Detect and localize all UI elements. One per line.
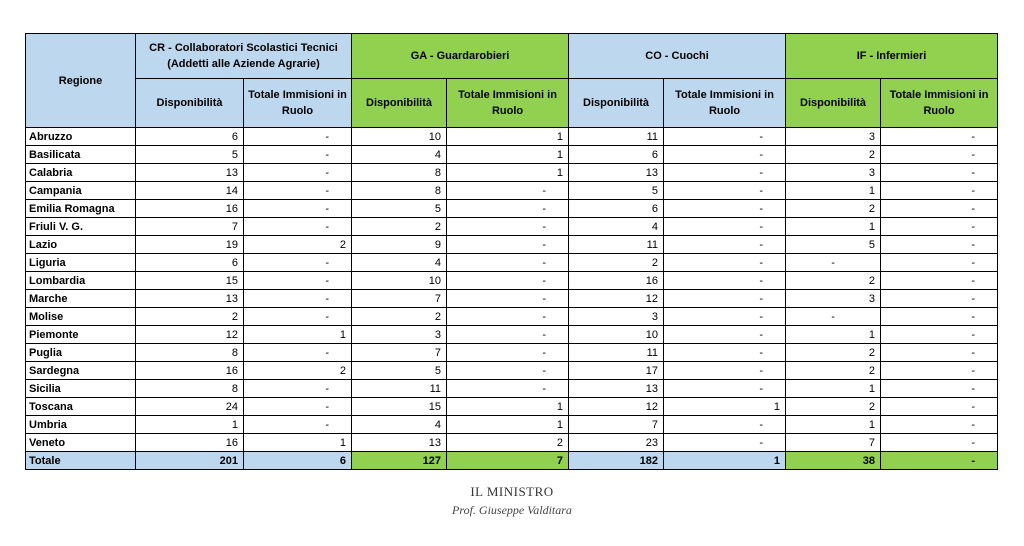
value-cell: - bbox=[447, 236, 569, 254]
value-cell: 2 bbox=[786, 344, 881, 362]
value-cell: 2 bbox=[786, 362, 881, 380]
value-cell: 8 bbox=[352, 164, 447, 182]
table-row bbox=[26, 398, 998, 416]
value-cell: 1 bbox=[244, 434, 352, 452]
total-cell: 127 bbox=[352, 452, 447, 470]
value-cell: - bbox=[244, 146, 352, 164]
value-cell: 2 bbox=[244, 236, 352, 254]
region-cell: Campania bbox=[26, 182, 136, 200]
table-row bbox=[26, 362, 998, 380]
table-row bbox=[26, 182, 998, 200]
column-header-totale: Totale Immisioni in Ruolo bbox=[447, 79, 569, 128]
value-cell: - bbox=[664, 236, 786, 254]
total-cell: - bbox=[881, 452, 998, 470]
value-cell: - bbox=[881, 308, 998, 326]
total-cell: 182 bbox=[569, 452, 664, 470]
table-row bbox=[26, 164, 998, 182]
value-cell: - bbox=[244, 398, 352, 416]
value-cell: 3 bbox=[569, 308, 664, 326]
value-cell: 16 bbox=[136, 362, 244, 380]
table-row bbox=[26, 128, 998, 146]
total-row bbox=[26, 452, 998, 470]
value-cell: 13 bbox=[352, 434, 447, 452]
table-row bbox=[26, 146, 998, 164]
value-cell: - bbox=[244, 200, 352, 218]
table-row bbox=[26, 308, 998, 326]
region-cell: Molise bbox=[26, 308, 136, 326]
column-header-disponibilita: Disponibilità bbox=[569, 79, 664, 128]
value-cell: 11 bbox=[569, 236, 664, 254]
value-cell: - bbox=[664, 164, 786, 182]
value-cell: 1 bbox=[786, 326, 881, 344]
value-cell: - bbox=[664, 218, 786, 236]
value-cell: 1 bbox=[447, 398, 569, 416]
value-cell: 12 bbox=[569, 398, 664, 416]
region-cell: Calabria bbox=[26, 164, 136, 182]
value-cell: 13 bbox=[569, 164, 664, 182]
value-cell: - bbox=[664, 380, 786, 398]
column-header-totale: Totale Immisioni in Ruolo bbox=[664, 79, 786, 128]
value-cell: - bbox=[664, 434, 786, 452]
value-cell: 5 bbox=[569, 182, 664, 200]
value-cell: - bbox=[447, 200, 569, 218]
data-table bbox=[25, 33, 998, 470]
value-cell: 15 bbox=[352, 398, 447, 416]
table-row bbox=[26, 416, 998, 434]
value-cell: 1 bbox=[786, 380, 881, 398]
value-cell: 16 bbox=[569, 272, 664, 290]
value-cell: - bbox=[244, 128, 352, 146]
value-cell: 13 bbox=[136, 290, 244, 308]
value-cell: - bbox=[786, 308, 881, 326]
region-cell: Basilicata bbox=[26, 146, 136, 164]
value-cell: 6 bbox=[136, 128, 244, 146]
minister-title: IL MINISTRO bbox=[470, 484, 554, 499]
value-cell: - bbox=[881, 344, 998, 362]
value-cell: 4 bbox=[352, 416, 447, 434]
value-cell: 1 bbox=[447, 128, 569, 146]
value-cell: - bbox=[447, 380, 569, 398]
value-cell: - bbox=[664, 200, 786, 218]
value-cell: 2 bbox=[786, 272, 881, 290]
value-cell: - bbox=[447, 290, 569, 308]
value-cell: - bbox=[244, 272, 352, 290]
value-cell: - bbox=[881, 236, 998, 254]
value-cell: 2 bbox=[786, 200, 881, 218]
value-cell: - bbox=[881, 398, 998, 416]
value-cell: 4 bbox=[352, 146, 447, 164]
value-cell: 2 bbox=[786, 146, 881, 164]
table-row bbox=[26, 254, 998, 272]
value-cell: 1 bbox=[786, 218, 881, 236]
value-cell: - bbox=[244, 308, 352, 326]
column-header-disponibilita: Disponibilità bbox=[352, 79, 447, 128]
value-cell: - bbox=[881, 362, 998, 380]
value-cell: 1 bbox=[244, 326, 352, 344]
value-cell: 6 bbox=[136, 254, 244, 272]
value-cell: - bbox=[664, 254, 786, 272]
table-row bbox=[26, 380, 998, 398]
value-cell: 13 bbox=[136, 164, 244, 182]
group-header-cr: CR - Collaboratori Scolastici Tecnici (Addetti alle Aziende Agrarie) bbox=[136, 34, 352, 79]
value-cell: 6 bbox=[569, 146, 664, 164]
value-cell: 16 bbox=[136, 434, 244, 452]
value-cell: 3 bbox=[786, 290, 881, 308]
table-row bbox=[26, 344, 998, 362]
region-cell: Puglia bbox=[26, 344, 136, 362]
value-cell: - bbox=[664, 326, 786, 344]
region-cell: Lazio bbox=[26, 236, 136, 254]
value-cell: - bbox=[244, 218, 352, 236]
value-cell: 1 bbox=[447, 416, 569, 434]
value-cell: 24 bbox=[136, 398, 244, 416]
value-cell: - bbox=[447, 182, 569, 200]
region-cell: Abruzzo bbox=[26, 128, 136, 146]
region-cell: Friuli V. G. bbox=[26, 218, 136, 236]
value-cell: 1 bbox=[786, 182, 881, 200]
region-cell: Umbria bbox=[26, 416, 136, 434]
column-header-totale: Totale Immisioni in Ruolo bbox=[244, 79, 352, 128]
value-cell: - bbox=[664, 182, 786, 200]
value-cell: 11 bbox=[352, 380, 447, 398]
value-cell: 9 bbox=[352, 236, 447, 254]
value-cell: 5 bbox=[352, 362, 447, 380]
value-cell: 1 bbox=[447, 146, 569, 164]
value-cell: 16 bbox=[136, 200, 244, 218]
value-cell: 2 bbox=[352, 218, 447, 236]
value-cell: - bbox=[664, 344, 786, 362]
value-cell: 14 bbox=[136, 182, 244, 200]
value-cell: - bbox=[244, 182, 352, 200]
region-cell: Liguria bbox=[26, 254, 136, 272]
value-cell: 12 bbox=[569, 290, 664, 308]
value-cell: 12 bbox=[136, 326, 244, 344]
value-cell: 1 bbox=[447, 164, 569, 182]
value-cell: 4 bbox=[352, 254, 447, 272]
table-row bbox=[26, 200, 998, 218]
value-cell: - bbox=[664, 272, 786, 290]
value-cell: 10 bbox=[569, 326, 664, 344]
value-cell: - bbox=[881, 128, 998, 146]
table-row bbox=[26, 326, 998, 344]
value-cell: 10 bbox=[352, 128, 447, 146]
value-cell: 11 bbox=[569, 344, 664, 362]
value-cell: 6 bbox=[569, 200, 664, 218]
total-label: Totale bbox=[26, 452, 136, 470]
value-cell: 7 bbox=[786, 434, 881, 452]
value-cell: - bbox=[244, 164, 352, 182]
value-cell: 3 bbox=[786, 164, 881, 182]
region-cell: Emilia Romagna bbox=[26, 200, 136, 218]
value-cell: 2 bbox=[352, 308, 447, 326]
value-cell: 1 bbox=[664, 398, 786, 416]
value-cell: 13 bbox=[569, 380, 664, 398]
value-cell: - bbox=[244, 380, 352, 398]
value-cell: 5 bbox=[352, 200, 447, 218]
value-cell: - bbox=[881, 218, 998, 236]
value-cell: 2 bbox=[786, 398, 881, 416]
column-header-totale: Totale Immisioni in Ruolo bbox=[881, 79, 998, 128]
value-cell: - bbox=[447, 308, 569, 326]
value-cell: 1 bbox=[786, 416, 881, 434]
region-cell: Toscana bbox=[26, 398, 136, 416]
table-row bbox=[26, 218, 998, 236]
region-cell: Veneto bbox=[26, 434, 136, 452]
table-body bbox=[26, 128, 998, 470]
minister-name: Prof. Giuseppe Valditara bbox=[452, 503, 572, 517]
column-header-disponibilita: Disponibilità bbox=[786, 79, 881, 128]
signature-block bbox=[0, 484, 1024, 518]
value-cell: - bbox=[447, 272, 569, 290]
region-header: Regione bbox=[26, 34, 136, 128]
table-row bbox=[26, 434, 998, 452]
value-cell: - bbox=[881, 182, 998, 200]
value-cell: - bbox=[447, 362, 569, 380]
value-cell: 7 bbox=[352, 344, 447, 362]
value-cell: 2 bbox=[447, 434, 569, 452]
value-cell: 5 bbox=[786, 236, 881, 254]
value-cell: 23 bbox=[569, 434, 664, 452]
group-header-ga: GA - Guardarobieri bbox=[352, 34, 569, 79]
value-cell: - bbox=[786, 254, 881, 272]
region-cell: Sicilia bbox=[26, 380, 136, 398]
table-row bbox=[26, 272, 998, 290]
value-cell: 17 bbox=[569, 362, 664, 380]
value-cell: 7 bbox=[136, 218, 244, 236]
value-cell: - bbox=[881, 254, 998, 272]
value-cell: 7 bbox=[352, 290, 447, 308]
total-cell: 7 bbox=[447, 452, 569, 470]
value-cell: 8 bbox=[352, 182, 447, 200]
value-cell: - bbox=[881, 164, 998, 182]
data-table-container bbox=[25, 33, 998, 470]
value-cell: 10 bbox=[352, 272, 447, 290]
value-cell: - bbox=[664, 290, 786, 308]
table-row bbox=[26, 236, 998, 254]
value-cell: - bbox=[881, 434, 998, 452]
total-cell: 6 bbox=[244, 452, 352, 470]
value-cell: 8 bbox=[136, 344, 244, 362]
region-cell: Piemonte bbox=[26, 326, 136, 344]
column-header-disponibilita: Disponibilità bbox=[136, 79, 244, 128]
value-cell: - bbox=[447, 326, 569, 344]
value-cell: 15 bbox=[136, 272, 244, 290]
value-cell: 2 bbox=[569, 254, 664, 272]
total-cell: 38 bbox=[786, 452, 881, 470]
value-cell: 2 bbox=[244, 362, 352, 380]
group-header-if: IF - Infermieri bbox=[786, 34, 998, 79]
value-cell: 3 bbox=[786, 128, 881, 146]
value-cell: 5 bbox=[136, 146, 244, 164]
value-cell: - bbox=[447, 344, 569, 362]
total-cell: 1 bbox=[664, 452, 786, 470]
value-cell: - bbox=[244, 416, 352, 434]
value-cell: - bbox=[244, 344, 352, 362]
value-cell: 11 bbox=[569, 128, 664, 146]
region-cell: Sardegna bbox=[26, 362, 136, 380]
value-cell: - bbox=[664, 128, 786, 146]
value-cell: - bbox=[881, 200, 998, 218]
total-cell: 201 bbox=[136, 452, 244, 470]
group-header-co: CO - Cuochi bbox=[569, 34, 786, 79]
region-cell: Marche bbox=[26, 290, 136, 308]
value-cell: 1 bbox=[136, 416, 244, 434]
value-cell: 3 bbox=[352, 326, 447, 344]
value-cell: - bbox=[881, 146, 998, 164]
value-cell: - bbox=[881, 380, 998, 398]
value-cell: - bbox=[447, 254, 569, 272]
value-cell: - bbox=[664, 362, 786, 380]
value-cell: - bbox=[881, 416, 998, 434]
value-cell: - bbox=[881, 326, 998, 344]
region-cell: Lombardia bbox=[26, 272, 136, 290]
value-cell: - bbox=[881, 290, 998, 308]
value-cell: 2 bbox=[136, 308, 244, 326]
table-row bbox=[26, 290, 998, 308]
value-cell: 19 bbox=[136, 236, 244, 254]
value-cell: - bbox=[244, 290, 352, 308]
value-cell: - bbox=[664, 416, 786, 434]
value-cell: 4 bbox=[569, 218, 664, 236]
value-cell: 7 bbox=[569, 416, 664, 434]
value-cell: - bbox=[664, 146, 786, 164]
value-cell: - bbox=[447, 218, 569, 236]
value-cell: - bbox=[244, 254, 352, 272]
value-cell: - bbox=[881, 272, 998, 290]
value-cell: - bbox=[664, 308, 786, 326]
value-cell: 8 bbox=[136, 380, 244, 398]
